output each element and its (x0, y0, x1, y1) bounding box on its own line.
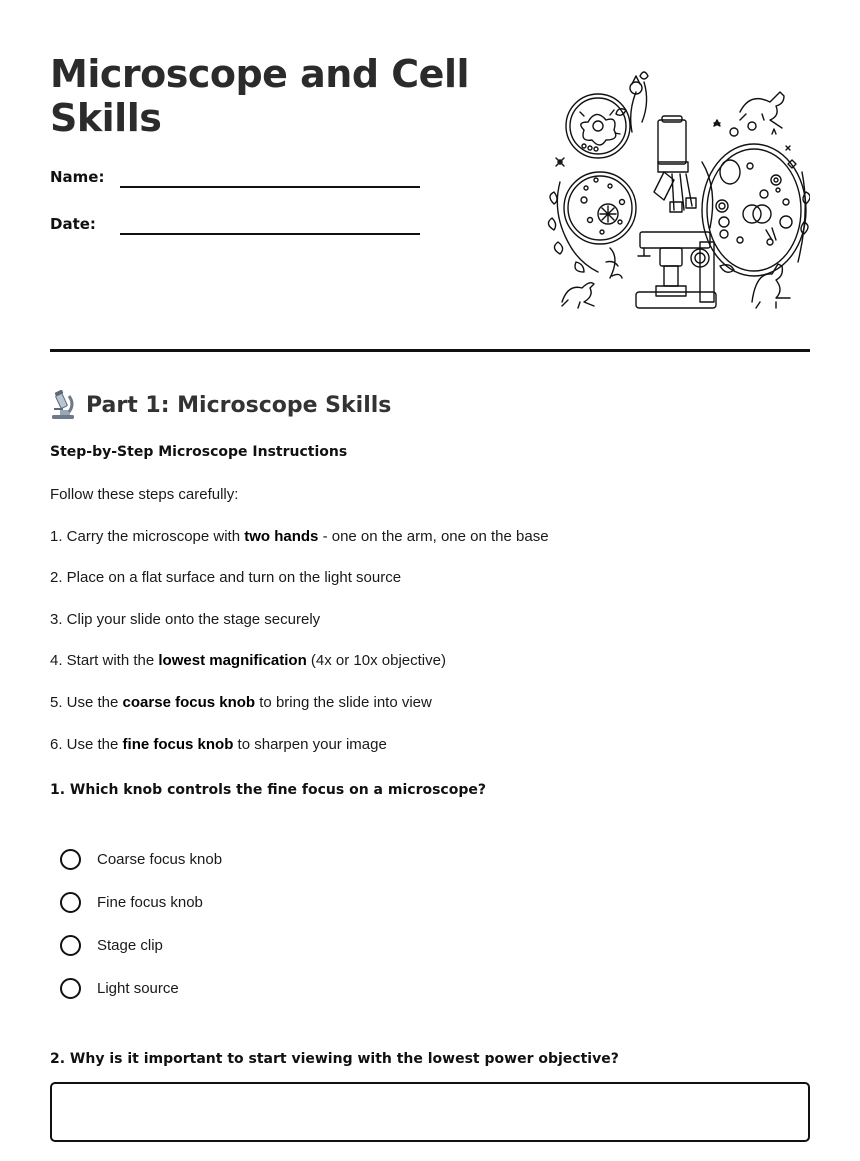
name-label: Name: (50, 168, 105, 186)
microscope-drawing-icon (636, 116, 716, 308)
part1-title: Part 1: Microscope Skills (86, 392, 392, 418)
step-6: 6. Use the fine focus knob to sharpen your image (50, 736, 387, 753)
instructions-subheading: Step-by-Step Microscope Instructions (50, 444, 348, 460)
step-5: 5. Use the coarse focus knob to bring the slide into view (50, 694, 432, 711)
step-1: 1. Carry the microscope with two hands - one on the arm, one on the base (50, 528, 549, 545)
option-label: Stage clip (97, 936, 163, 954)
radio-button[interactable] (60, 978, 81, 999)
date-field[interactable] (50, 211, 430, 237)
cell-left-icon (564, 172, 636, 244)
date-label: Date: (50, 215, 96, 233)
section-divider (50, 349, 810, 352)
name-line[interactable] (120, 186, 420, 188)
step-4: 4. Start with the lowest magnification (4x or 10x objective) (50, 652, 446, 669)
radio-button[interactable] (60, 849, 81, 870)
question-2: 2. Why is it important to start viewing with the lowest power objective? (50, 1051, 619, 1067)
step-3: 3. Clip your slide onto the stage securely (50, 611, 321, 628)
name-field[interactable] (50, 164, 430, 190)
option-fine-focus[interactable] (60, 889, 203, 915)
option-label: Light source (97, 979, 179, 997)
step-2: 2. Place on a flat surface and turn on the light source (50, 569, 402, 586)
answer-box[interactable] (50, 1082, 810, 1142)
option-light-source[interactable] (60, 975, 179, 1001)
instructions-intro: Follow these steps carefully: (50, 486, 239, 503)
option-label: Fine focus knob (97, 893, 203, 911)
cell-top-left-icon (566, 94, 630, 158)
part1-heading (50, 388, 391, 422)
radio-button[interactable] (60, 935, 81, 956)
radio-button[interactable] (60, 892, 81, 913)
option-label: Coarse focus knob (97, 850, 223, 868)
cell-right-icon (702, 144, 806, 276)
microscope-icon (50, 390, 76, 420)
option-stage-clip[interactable] (60, 932, 163, 958)
question-1: 1. Which knob controls the fine focus on a microscope? (50, 782, 486, 798)
date-line[interactable] (120, 233, 420, 235)
page-title: Microscope and Cell Skills (50, 52, 470, 140)
microscope-cells-illustration (540, 62, 810, 316)
option-coarse-focus[interactable] (60, 846, 222, 872)
